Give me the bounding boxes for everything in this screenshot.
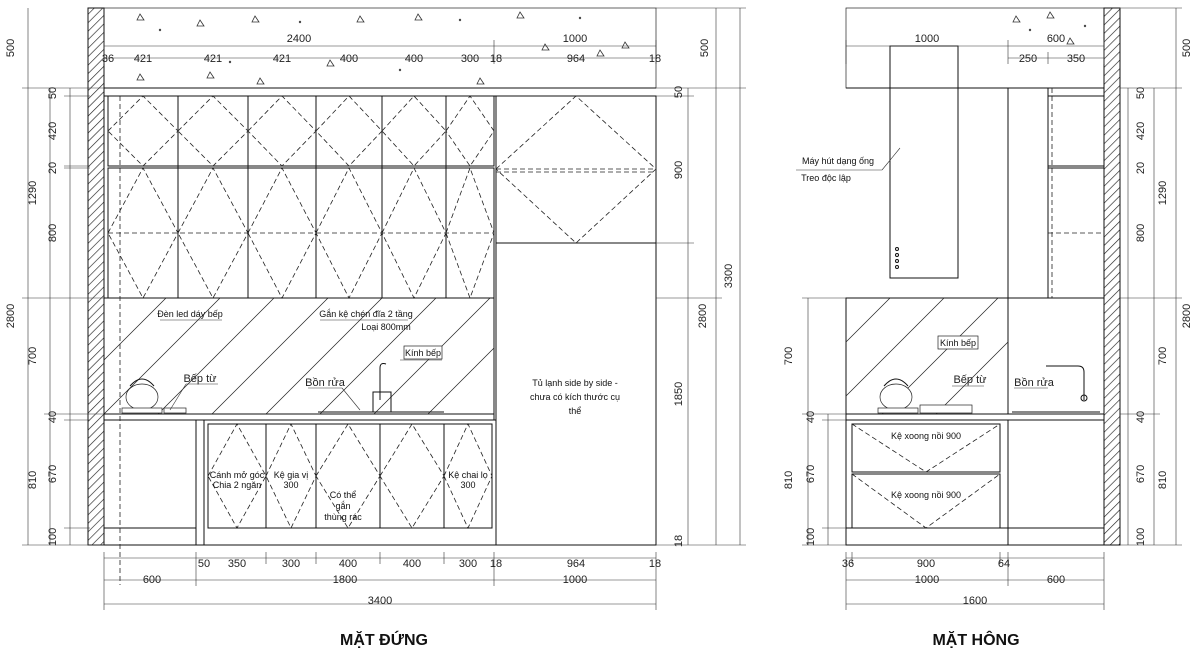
side-left-dim: 670 [805,464,817,484]
side-left-dim: 100 [805,527,817,547]
bottom-dim: 1800 [332,574,358,586]
right-dim: 2800 [697,303,709,329]
trash-label-1: Có thể [329,490,357,500]
col-dim: 964 [566,53,586,65]
left-dim: 2800 [5,303,17,329]
side-top-dim: 600 [1046,33,1066,45]
led-label: Đèn led dáy bếp [157,309,223,319]
side-right-dim: 20 [1135,161,1147,175]
side-glass-label: Kính bếp [939,338,977,348]
side-dimension-lines [802,8,1182,610]
spice-label-1: Kệ gia vị [273,470,309,480]
dish-rack-type-label: Loại 800mm [361,322,411,332]
front-top-dim-1: 2400 [286,33,312,45]
side-right-dim: 500 [1181,38,1193,58]
total-dim: 3400 [367,595,393,607]
col-dim: 300 [460,53,480,65]
front-top-dim-2: 1000 [562,33,588,45]
col-dim: 36 [101,53,115,65]
bottom-dim: 964 [566,558,586,570]
front-leaders [160,320,442,410]
bottom-dim: 50 [197,558,211,570]
side-title: MẶT HÔNG [932,632,1020,649]
side-texts [783,33,1193,649]
side-right-dim: 670 [1135,464,1147,484]
bottle-label-2: 300 [460,480,476,490]
kettle-icon [122,379,162,413]
front-left-wall [88,8,104,545]
fridge-label-2: chưa có kích thước cụ [530,392,620,402]
bottom-dim: 18 [648,558,662,570]
right-dim: 1850 [673,381,685,407]
side-bottom-dim: 64 [997,558,1011,570]
side-ceiling-slab [846,8,1104,88]
col-dim: 400 [404,53,424,65]
side-glass-hatch [846,298,1008,414]
side-faucet-icon [1012,366,1100,412]
left-dim: 810 [27,470,39,490]
hood-label-1: Máy hút dạng ống [801,156,875,166]
corner-label-1: Cánh mở góc [209,470,265,480]
side-bottom-dim: 900 [916,558,936,570]
spice-label-2: 300 [283,480,299,490]
side-right-dim: 100 [1135,527,1147,547]
left-dim: 20 [47,161,59,175]
col-dim: 421 [272,53,292,65]
side-sink-label: Bồn rửa [1014,377,1054,389]
left-dim: 500 [5,38,17,58]
side-base-cabinets [846,420,1104,545]
bottom-dim: 300 [281,558,301,570]
side-right-dim: 2800 [1181,303,1193,329]
side-top-dim: 350 [1066,53,1086,65]
bottom-dim: 300 [458,558,478,570]
side-right-dim: 800 [1135,223,1147,243]
side-bottom-dim: 36 [841,558,855,570]
bottom-dim: 400 [338,558,358,570]
bottom-dim: 350 [227,558,247,570]
col-dim: 18 [648,53,662,65]
right-dim: 3300 [723,263,735,289]
left-dim: 100 [47,527,59,547]
left-dim: 420 [47,121,59,141]
side-elevation [796,8,1182,610]
left-dim: 670 [47,464,59,484]
pot-rack-label-1: Kệ xoong nồi 900 [890,431,962,441]
side-upper-cabinet [1008,88,1104,298]
bottle-label-1: Kệ chai lọ [448,470,488,480]
left-dim: 40 [47,410,59,424]
side-left-dim: 810 [783,470,795,490]
side-right-wall [1104,8,1120,545]
right-dim: 500 [699,38,711,58]
side-stove-label: Bếp từ [953,374,987,386]
side-top-dim: 1000 [914,33,940,45]
right-dim: 50 [673,85,685,99]
front-title: MẶT ĐỨNG [340,632,428,649]
left-dim: 1290 [27,180,39,206]
side-right-dim: 40 [1135,410,1147,424]
right-dim: 900 [673,160,685,180]
side-total-dim: 1600 [962,595,988,607]
side-cooktop-icon [920,405,972,413]
front-texts [5,33,735,649]
side-right-dim: 700 [1157,346,1169,366]
fridge-label-3: thể [568,406,582,416]
right-dim: 18 [673,534,685,548]
stove-label: Bếp từ [183,373,217,385]
side-right-dim: 1290 [1157,180,1169,206]
side-right-dim: 420 [1135,121,1147,141]
trash-label-3: thùng rác [324,512,362,522]
col-dim: 400 [339,53,359,65]
sink-label: Bồn rửa [305,377,345,389]
left-dim: 700 [27,346,39,366]
side-right-dim: 50 [1135,86,1147,100]
bottom-dim: 400 [402,558,422,570]
upper-cabinets [108,96,494,298]
left-dim: 50 [47,86,59,100]
hood-label-2: Treo độc lập [801,173,851,183]
side-right-dim: 810 [1157,470,1169,490]
pot-rack-label-2: Kệ xoong nồi 900 [890,490,962,500]
bottom-dim: 1000 [562,574,588,586]
side-left-dim: 40 [805,410,817,424]
bottom-dim: 18 [489,558,503,570]
front-ceiling-slab [101,8,656,88]
trash-label-2: gắn [335,501,351,511]
glass-label: Kính bếp [404,348,442,358]
cooktop-icon [164,408,186,413]
fridge-column [496,96,656,545]
left-dim: 800 [47,223,59,243]
fridge-label-1: Tủ lạnh side by side - [532,378,618,388]
side-left-dim: 700 [783,346,795,366]
dish-rack-label: Gắn kệ chén đĩa 2 tầng [319,309,413,319]
side-bottom-dim: 1000 [914,574,940,586]
side-bottom-dim: 600 [1046,574,1066,586]
base-cabinets [104,96,496,585]
corner-label-2: Chia 2 ngăn [212,480,262,490]
col-dim: 18 [489,53,503,65]
col-dim: 421 [203,53,223,65]
bottom-dim: 600 [142,574,162,586]
side-top-dim: 250 [1018,53,1038,65]
col-dim: 421 [133,53,153,65]
